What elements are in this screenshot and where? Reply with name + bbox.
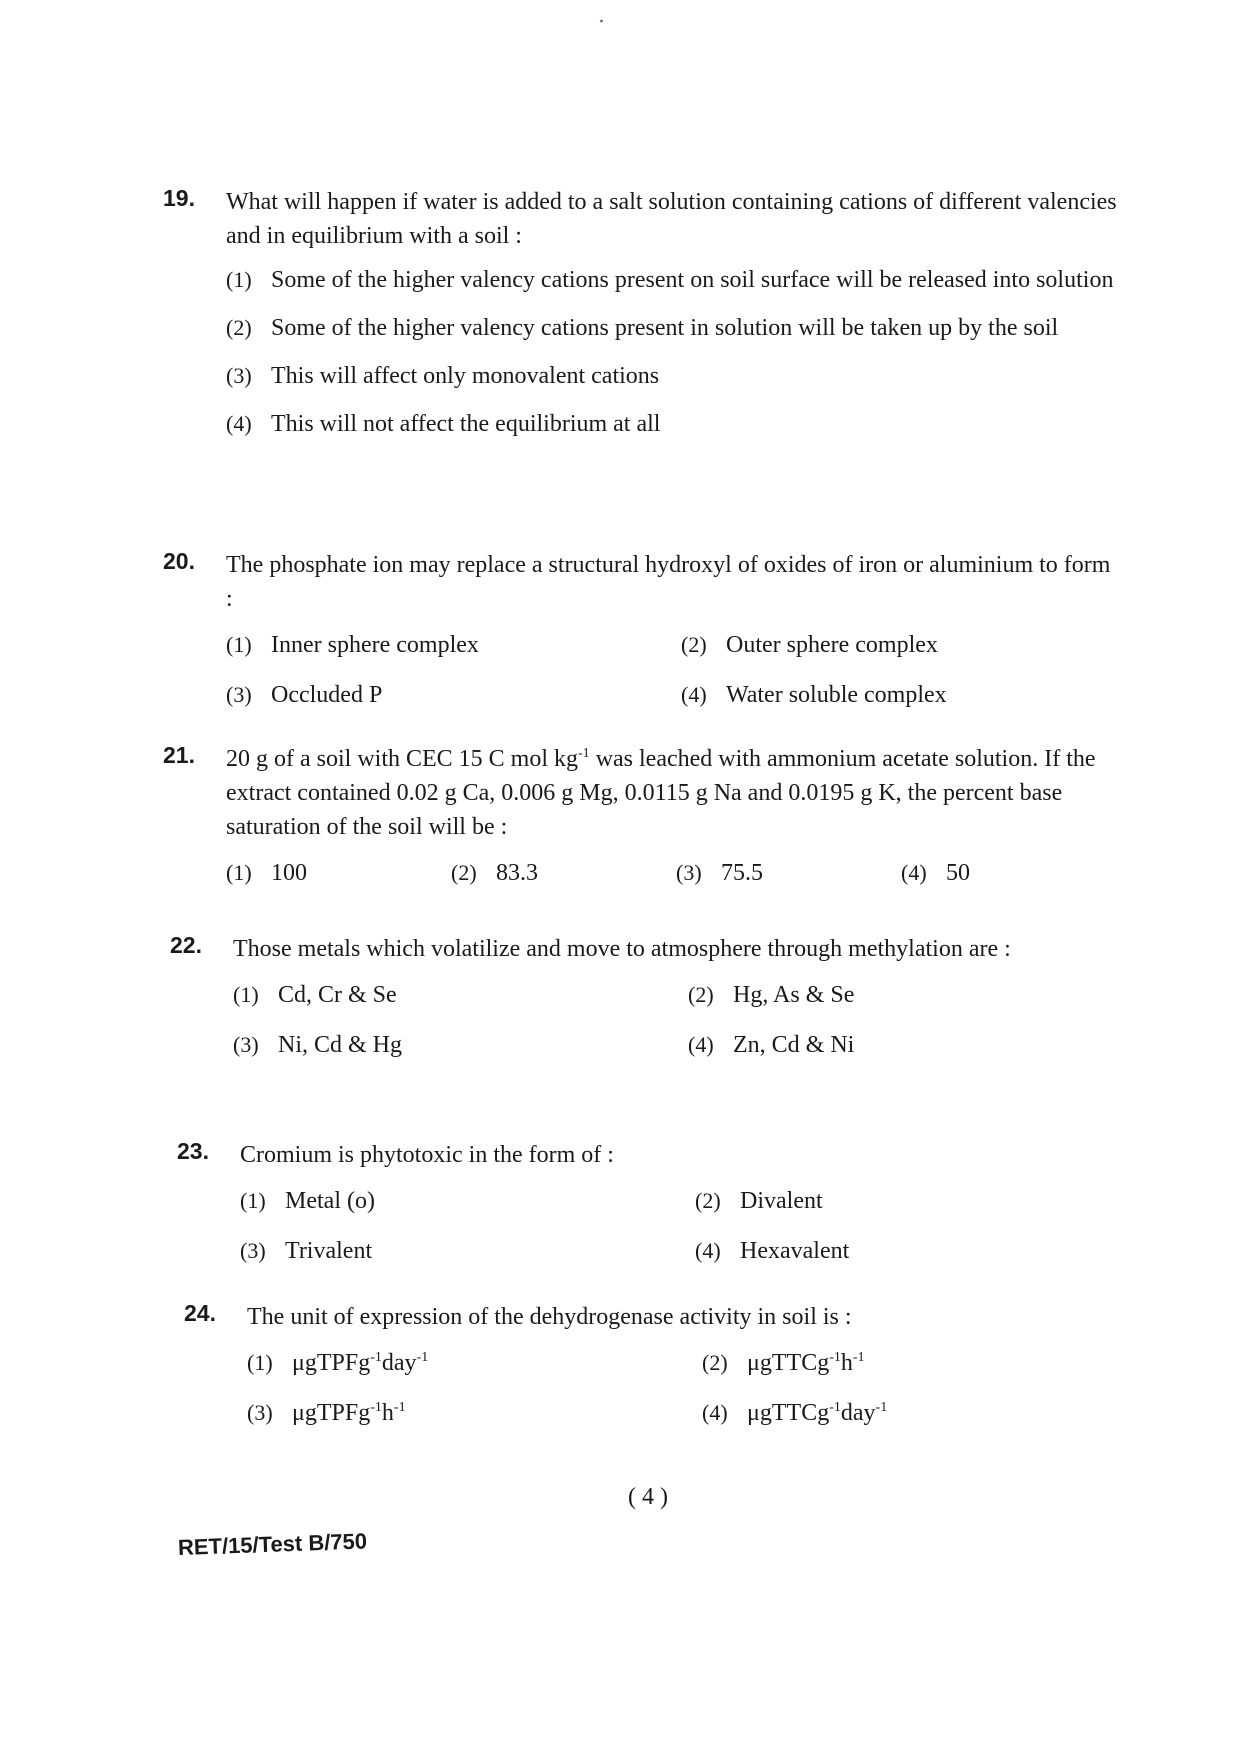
question-text bbox=[226, 742, 1123, 844]
question-24 bbox=[184, 1300, 1144, 1430]
option-label: (3) bbox=[226, 363, 252, 388]
question-text: The unit of expression of the dehydrogenase activity in soil is : bbox=[247, 1304, 852, 1330]
option-1 bbox=[226, 856, 451, 890]
option-4 bbox=[681, 678, 1136, 712]
option-label: (2) bbox=[702, 1350, 728, 1375]
unit-time: h bbox=[840, 1350, 853, 1376]
option-label: (3) bbox=[233, 1032, 259, 1057]
option-3 bbox=[676, 856, 901, 890]
option-text: Zn, Cd & Ni bbox=[733, 1032, 855, 1058]
option-text: This will affect only monovalent cations bbox=[271, 363, 660, 389]
option-label: (3) bbox=[676, 860, 702, 885]
option-label: (2) bbox=[451, 860, 477, 885]
option-label: (4) bbox=[702, 1400, 728, 1425]
option-text bbox=[292, 1346, 702, 1380]
question-number: 20. bbox=[163, 548, 195, 574]
unit-time: day bbox=[840, 1400, 876, 1426]
page-number: ( 4 ) bbox=[628, 1484, 668, 1510]
option-text: Outer sphere complex bbox=[726, 632, 938, 658]
option-text: Hexavalent bbox=[740, 1238, 850, 1264]
option-text: Some of the higher valency cations present in solution will be taken up by the soil bbox=[271, 315, 1059, 341]
unit-base: μgTPFg bbox=[292, 1400, 371, 1426]
unit-time: day bbox=[381, 1350, 417, 1376]
question-22 bbox=[170, 932, 1130, 1062]
option-label: (4) bbox=[226, 411, 252, 436]
question-text: Those metals which volatilize and move to atmosphere through methylation are : bbox=[233, 936, 1011, 962]
option-label: (1) bbox=[233, 982, 259, 1007]
unit-exponent: -1 bbox=[829, 1350, 841, 1365]
option-label: (1) bbox=[226, 267, 252, 292]
option-label: (2) bbox=[226, 315, 252, 340]
question-text-part2: was leached with ammonium acetate solution. If the extract contained 0.02 g Ca, 0.006 g Mg, 0.0115 g Na and 0.0195 g K, the percent base saturation of the soil will be : bbox=[226, 746, 1096, 840]
option-text: Occluded P bbox=[271, 682, 383, 708]
option-4 bbox=[226, 407, 1123, 441]
unit-exponent: -1 bbox=[829, 1400, 841, 1415]
option-3 bbox=[226, 678, 681, 712]
option-label: (1) bbox=[247, 1350, 273, 1375]
option-2 bbox=[702, 1346, 1157, 1380]
option-text bbox=[292, 1396, 702, 1430]
question-number: 23. bbox=[177, 1138, 209, 1164]
option-label: (3) bbox=[226, 682, 252, 707]
option-3 bbox=[233, 1028, 688, 1062]
question-number: 19. bbox=[163, 185, 195, 211]
unit-exponent: -1 bbox=[370, 1350, 382, 1365]
option-text: Hg, As & Se bbox=[733, 982, 855, 1008]
option-label: (3) bbox=[247, 1400, 273, 1425]
unit-exponent: -1 bbox=[393, 1400, 406, 1415]
option-3 bbox=[240, 1234, 695, 1268]
option-text: Inner sphere complex bbox=[271, 632, 479, 658]
unit-time: h bbox=[381, 1400, 394, 1426]
option-text: Divalent bbox=[740, 1188, 823, 1214]
option-1 bbox=[226, 263, 1123, 297]
option-1 bbox=[226, 628, 681, 662]
option-label: (3) bbox=[240, 1238, 266, 1263]
option-label: (2) bbox=[688, 982, 714, 1007]
option-label: (1) bbox=[240, 1188, 266, 1213]
option-text: 50 bbox=[946, 860, 970, 886]
option-label: (2) bbox=[695, 1188, 721, 1213]
unit-base: μgTTCg bbox=[747, 1350, 830, 1376]
unit-base: μgTPFg bbox=[292, 1350, 371, 1376]
option-2 bbox=[451, 856, 676, 890]
options-grid bbox=[233, 978, 1130, 1062]
option-1 bbox=[247, 1346, 702, 1380]
options-row bbox=[226, 856, 1123, 890]
unit-base: μgTTCg bbox=[747, 1400, 830, 1426]
unit-exponent: -1 bbox=[370, 1400, 382, 1415]
question-number: 21. bbox=[163, 742, 195, 768]
option-text: Cd, Cr & Se bbox=[278, 982, 397, 1008]
superscript: -1 bbox=[578, 746, 590, 761]
unit-exponent: -1 bbox=[852, 1350, 865, 1365]
option-label: (1) bbox=[226, 860, 252, 885]
option-2 bbox=[688, 978, 1143, 1012]
option-1 bbox=[240, 1184, 695, 1218]
options-grid bbox=[240, 1184, 1137, 1268]
option-2 bbox=[226, 311, 1123, 345]
unit-exponent: -1 bbox=[416, 1350, 429, 1365]
option-text bbox=[747, 1346, 1157, 1380]
option-text: Trivalent bbox=[285, 1238, 373, 1264]
option-3 bbox=[247, 1396, 702, 1430]
option-text: 75.5 bbox=[721, 860, 763, 886]
options-grid bbox=[247, 1346, 1144, 1430]
question-text-part1: 20 g of a soil with CEC 15 C mol kg bbox=[226, 746, 579, 772]
option-text: Metal (o) bbox=[285, 1188, 375, 1214]
options-grid bbox=[226, 628, 1123, 712]
question-number: 22. bbox=[170, 932, 202, 958]
option-2 bbox=[695, 1184, 1150, 1218]
option-label: (2) bbox=[681, 632, 707, 657]
option-text: 83.3 bbox=[496, 860, 538, 886]
option-4 bbox=[695, 1234, 1150, 1268]
question-23 bbox=[177, 1138, 1137, 1268]
option-text: Ni, Cd & Hg bbox=[278, 1032, 403, 1058]
option-text: Water soluble complex bbox=[726, 682, 947, 708]
option-3 bbox=[226, 359, 1123, 393]
option-text bbox=[747, 1396, 1157, 1430]
test-code: RET/15/Test B/750 bbox=[177, 1528, 368, 1560]
option-label: (4) bbox=[681, 682, 707, 707]
option-1 bbox=[233, 978, 688, 1012]
option-text: 100 bbox=[271, 860, 307, 886]
option-4 bbox=[702, 1396, 1157, 1430]
question-21 bbox=[163, 742, 1123, 890]
option-2 bbox=[681, 628, 1136, 662]
option-label: (1) bbox=[226, 632, 252, 657]
option-text: This will not affect the equilibrium at all bbox=[271, 411, 661, 437]
option-label: (4) bbox=[901, 860, 927, 885]
question-20 bbox=[163, 548, 1123, 712]
question-number: 24. bbox=[184, 1300, 216, 1326]
option-text: Some of the higher valency cations present on soil surface will be released into solution bbox=[271, 267, 1114, 293]
option-label: (4) bbox=[688, 1032, 714, 1057]
option-4 bbox=[688, 1028, 1143, 1062]
option-label: (4) bbox=[695, 1238, 721, 1263]
option-4 bbox=[901, 856, 1126, 890]
unit-exponent: -1 bbox=[875, 1400, 888, 1415]
question-text: The phosphate ion may replace a structural hydroxyl of oxides of iron or aluminium to form : bbox=[226, 552, 1111, 612]
scan-speck bbox=[600, 19, 604, 22]
question-19 bbox=[163, 185, 1123, 455]
question-text: What will happen if water is added to a salt solution containing cations of different valencies and in equilibrium with a soil : bbox=[226, 189, 1117, 249]
options-list bbox=[226, 263, 1123, 441]
question-text: Cromium is phytotoxic in the form of : bbox=[240, 1142, 614, 1168]
